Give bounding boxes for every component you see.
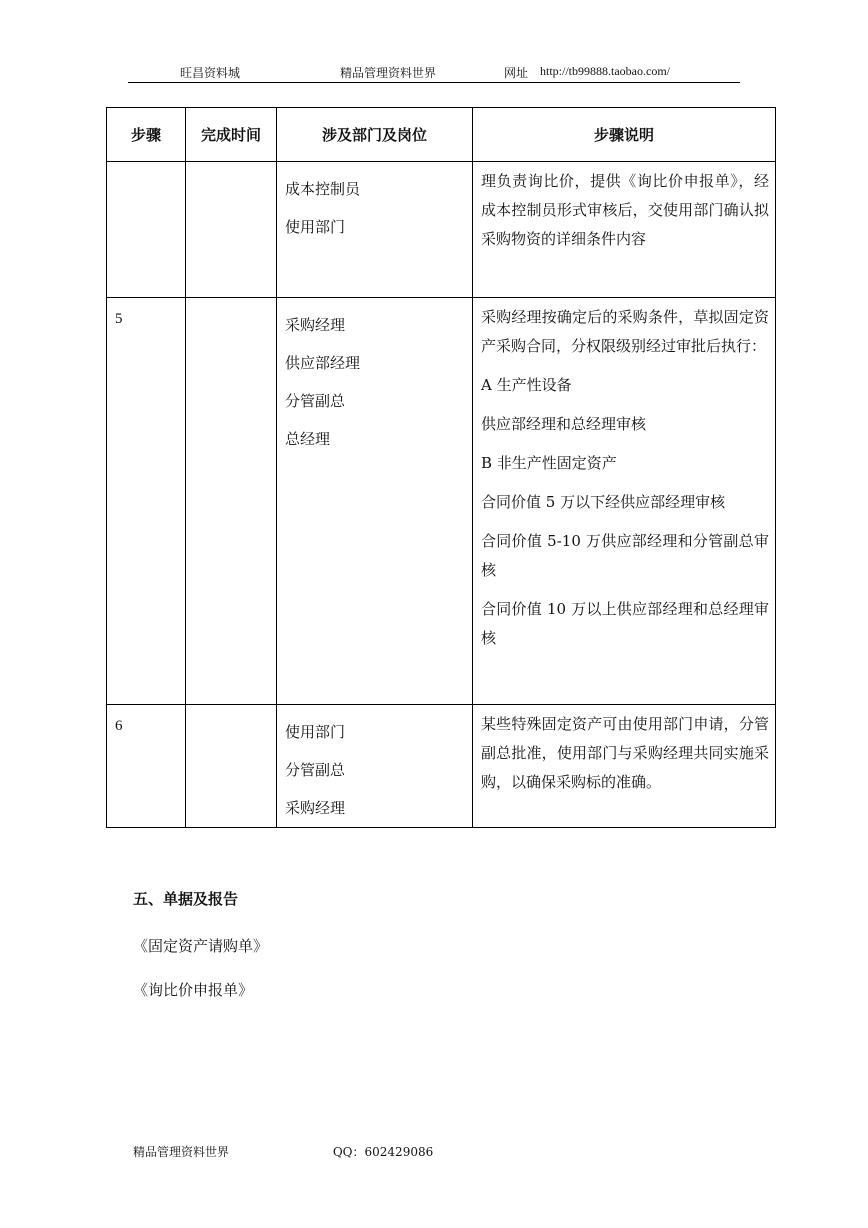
dept-item: 供应部经理	[285, 354, 361, 372]
step-cell	[107, 162, 186, 298]
column-header-dept: 涉及部门及岗位	[277, 108, 473, 162]
dept-item: 成本控制员	[285, 180, 361, 198]
dept-item: 分管副总	[285, 392, 346, 410]
step-cell: 5	[107, 298, 186, 705]
column-header-step: 步骤	[107, 108, 186, 162]
table-row	[107, 298, 776, 705]
dept-item: 总经理	[285, 430, 331, 448]
desc-line: 供应部经理和总经理审核	[481, 415, 647, 433]
header-site: 旺昌资料城	[180, 66, 241, 80]
desc-line: 合同价值 5 万以下经供应部经理审核	[481, 493, 726, 511]
time-cell	[186, 705, 277, 828]
step-cell: 6	[107, 705, 186, 828]
desc-cell	[473, 705, 776, 828]
page-footer	[133, 1143, 533, 1160]
desc-line: 合同价值 5-10 万供应部经理和分管副总审核	[481, 532, 769, 579]
desc-line: 采购经理按确定后的采购条件，草拟固定资产采购合同，分权限级别经过审批后执行：	[481, 308, 769, 355]
header-brand: 精品管理资料世界	[340, 66, 437, 80]
desc-cell	[473, 162, 776, 298]
dept-item: 使用部门	[285, 218, 346, 236]
header-url-label: 网址	[504, 66, 529, 80]
desc-line: 合同价值 10 万以上供应部经理和总经理审核	[481, 600, 769, 647]
document-item: 《询比价申报单》	[133, 981, 254, 999]
column-header-desc: 步骤说明	[473, 108, 776, 162]
dept-cell	[277, 298, 473, 705]
dept-cell	[277, 705, 473, 828]
desc-cell	[473, 298, 776, 705]
footer-brand: 精品管理资料世界	[133, 1145, 230, 1159]
column-header-time: 完成时间	[186, 108, 277, 162]
table-row	[107, 162, 776, 298]
table-row	[107, 705, 776, 828]
table-header-row	[107, 108, 776, 162]
document-item: 《固定资产请购单》	[133, 937, 269, 955]
desc-line: 理负责询比价，提供《询比价申报单》，经成本控制员形式审核后，交使用部门确认拟采购物资的详细条件内容	[481, 172, 769, 248]
desc-line: B 非生产性固定资产	[481, 454, 617, 472]
header-url-link[interactable]: http://tb99888.taobao.com/	[540, 64, 670, 78]
dept-cell	[277, 162, 473, 298]
dept-item: 采购经理	[285, 316, 346, 334]
desc-line: 某些特殊固定资产可由使用部门申请，分管副总批准，使用部门与采购经理共同实施采购，以确保采购标的准确。	[481, 715, 769, 791]
section-title: 五、单据及报告	[133, 890, 239, 908]
dept-item: 分管副总	[285, 761, 346, 779]
dept-item: 使用部门	[285, 723, 346, 741]
footer-qq: QQ：602429086	[332, 1145, 434, 1159]
dept-item: 采购经理	[285, 799, 346, 817]
procedure-table	[106, 107, 776, 828]
page-header	[128, 62, 740, 83]
time-cell	[186, 298, 277, 705]
time-cell	[186, 162, 277, 298]
desc-line: A 生产性设备	[481, 376, 572, 394]
